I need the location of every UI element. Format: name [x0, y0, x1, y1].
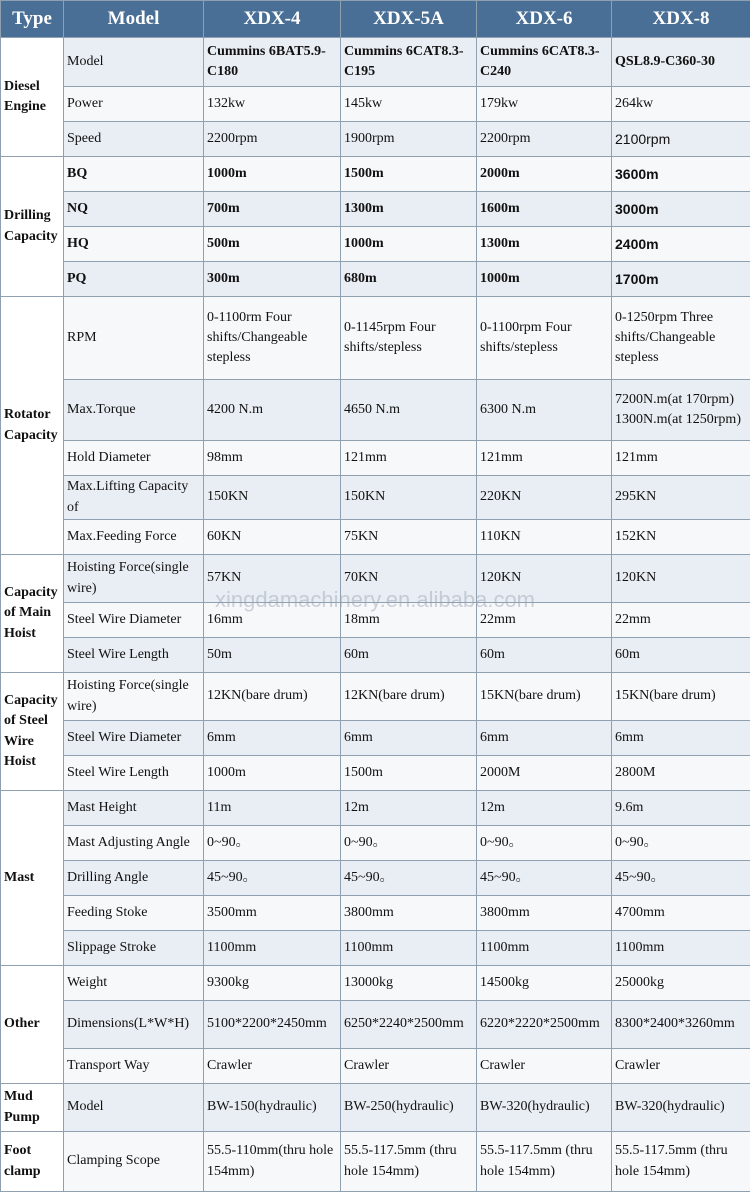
value-cell: 98mm — [204, 441, 341, 476]
table-row — [1, 1084, 750, 1132]
value-cell: 2400m — [612, 227, 750, 262]
value-cell: 132kw — [204, 87, 341, 122]
value-cell: 12m — [341, 791, 477, 826]
value-cell: 264kw — [612, 87, 750, 122]
value-cell: 1100mm — [204, 931, 341, 966]
value-cell: 2200rpm — [204, 122, 341, 157]
value-cell: Cummins 6CAT8.3-C195 — [341, 38, 477, 87]
param-label: Weight — [64, 966, 204, 1001]
value-cell: 6250*2240*2500mm — [341, 1001, 477, 1049]
param-label: Transport Way — [64, 1049, 204, 1084]
table-row — [1, 38, 750, 87]
value-cell: 3500mm — [204, 896, 341, 931]
value-cell: 120KN — [612, 555, 750, 603]
value-cell: 60m — [612, 638, 750, 673]
value-cell: 179kw — [477, 87, 612, 122]
value-cell: 0~90。 — [341, 826, 477, 861]
value-cell: 22mm — [477, 603, 612, 638]
value-cell: 1300m — [341, 192, 477, 227]
table-row — [1, 380, 750, 441]
header-xdx-6: XDX-6 — [477, 1, 612, 38]
value-cell: 22mm — [612, 603, 750, 638]
value-cell: 3000m — [612, 192, 750, 227]
param-label: Power — [64, 87, 204, 122]
value-cell: 13000kg — [341, 966, 477, 1001]
header-xdx-4: XDX-4 — [204, 1, 341, 38]
value-cell: 2800M — [612, 756, 750, 791]
group-diesel-engine: Diesel Engine — [1, 38, 64, 157]
value-cell: 150KN — [204, 476, 341, 520]
table-row — [1, 476, 750, 520]
value-cell: 1500m — [341, 756, 477, 791]
value-cell: 1000m — [341, 227, 477, 262]
value-cell: 0~90。 — [477, 826, 612, 861]
param-label: BQ — [64, 157, 204, 192]
value-cell: 0~90。 — [204, 826, 341, 861]
param-label: Dimensions(L*W*H) — [64, 1001, 204, 1049]
value-cell: BW-320(hydraulic) — [477, 1084, 612, 1132]
value-cell: 1700m — [612, 262, 750, 297]
value-cell: 295KN — [612, 476, 750, 520]
value-cell: 1100mm — [477, 931, 612, 966]
param-label: NQ — [64, 192, 204, 227]
value-cell: 15KN(bare drum) — [477, 673, 612, 721]
value-cell: 5100*2200*2450mm — [204, 1001, 341, 1049]
value-cell: 25000kg — [612, 966, 750, 1001]
table-row — [1, 122, 750, 157]
param-label: HQ — [64, 227, 204, 262]
value-cell: 220KN — [477, 476, 612, 520]
value-cell: 680m — [341, 262, 477, 297]
param-label: RPM — [64, 297, 204, 380]
value-cell: 700m — [204, 192, 341, 227]
value-cell: 45~90。 — [477, 861, 612, 896]
value-cell: 9300kg — [204, 966, 341, 1001]
param-label: Drilling Angle — [64, 861, 204, 896]
value-cell: 45~90。 — [612, 861, 750, 896]
value-cell: 152KN — [612, 520, 750, 555]
value-cell: 0-1100rm Four shifts/Changeable stepless — [204, 297, 341, 380]
value-cell: 6mm — [204, 721, 341, 756]
param-label: Steel Wire Diameter — [64, 721, 204, 756]
value-cell: Cummins 6BAT5.9-C180 — [204, 38, 341, 87]
value-cell: 55.5-110mm(thru hole 154mm) — [204, 1132, 341, 1192]
value-cell: 1100mm — [612, 931, 750, 966]
value-cell: 45~90。 — [204, 861, 341, 896]
value-cell: Crawler — [612, 1049, 750, 1084]
value-cell: 1600m — [477, 192, 612, 227]
value-cell: 12KN(bare drum) — [341, 673, 477, 721]
group-other: Other — [1, 966, 64, 1084]
value-cell: 1300m — [477, 227, 612, 262]
value-cell: Crawler — [204, 1049, 341, 1084]
value-cell: 18mm — [341, 603, 477, 638]
table-row — [1, 1001, 750, 1049]
value-cell: 1100mm — [341, 931, 477, 966]
param-label: Max.Torque — [64, 380, 204, 441]
value-cell: 55.5-117.5mm (thru hole 154mm) — [341, 1132, 477, 1192]
value-cell: 12KN(bare drum) — [204, 673, 341, 721]
value-cell: 45~90。 — [341, 861, 477, 896]
table-row — [1, 826, 750, 861]
group-main-hoist: Capacity of Main Hoist — [1, 555, 64, 673]
value-cell: 300m — [204, 262, 341, 297]
value-cell: 2000M — [477, 756, 612, 791]
group-steel-wire-hoist: Capacity of Steel Wire Hoist — [1, 673, 64, 791]
value-cell: 4650 N.m — [341, 380, 477, 441]
value-cell: 3800mm — [341, 896, 477, 931]
value-cell: 50m — [204, 638, 341, 673]
value-cell: 15KN(bare drum) — [612, 673, 750, 721]
value-cell: BW-250(hydraulic) — [341, 1084, 477, 1132]
value-cell: 1000m — [204, 157, 341, 192]
table-row — [1, 638, 750, 673]
table-row — [1, 227, 750, 262]
value-cell: Cummins 6CAT8.3-C240 — [477, 38, 612, 87]
value-cell: 55.5-117.5mm (thru hole 154mm) — [612, 1132, 750, 1192]
value-cell: 11m — [204, 791, 341, 826]
value-cell: 60KN — [204, 520, 341, 555]
table-row — [1, 1132, 750, 1192]
header-type: Type — [1, 1, 64, 38]
param-label: Model — [64, 1084, 204, 1132]
value-cell: 0-1145rpm Four shifts/stepless — [341, 297, 477, 380]
value-cell: 1900rpm — [341, 122, 477, 157]
value-cell: 6mm — [612, 721, 750, 756]
table-row — [1, 791, 750, 826]
param-label: Max.Lifting Capacity of — [64, 476, 204, 520]
value-cell: 4200 N.m — [204, 380, 341, 441]
value-cell: Crawler — [477, 1049, 612, 1084]
value-cell: 60m — [477, 638, 612, 673]
value-cell: 121mm — [341, 441, 477, 476]
param-label: Mast Height — [64, 791, 204, 826]
value-cell: 500m — [204, 227, 341, 262]
table-row — [1, 756, 750, 791]
value-cell: 6220*2220*2500mm — [477, 1001, 612, 1049]
value-cell: 3800mm — [477, 896, 612, 931]
table-row — [1, 520, 750, 555]
param-label: Steel Wire Diameter — [64, 603, 204, 638]
param-label: Model — [64, 38, 204, 87]
value-cell: Crawler — [341, 1049, 477, 1084]
value-cell: 0~90。 — [612, 826, 750, 861]
param-label: Steel Wire Length — [64, 756, 204, 791]
value-cell: 70KN — [341, 555, 477, 603]
group-rotator-capacity: Rotator Capacity — [1, 297, 64, 555]
group-mud-pump: Mud Pump — [1, 1084, 64, 1132]
value-cell: 1000m — [204, 756, 341, 791]
value-cell: 2200rpm — [477, 122, 612, 157]
value-cell: 60m — [341, 638, 477, 673]
param-label: Hold Diameter — [64, 441, 204, 476]
table-row — [1, 966, 750, 1001]
table-row — [1, 603, 750, 638]
value-cell: 75KN — [341, 520, 477, 555]
value-cell: 0-1100rpm Four shifts/stepless — [477, 297, 612, 380]
table-row — [1, 297, 750, 380]
header-xdx-5a: XDX-5A — [341, 1, 477, 38]
header-row — [1, 1, 750, 38]
value-cell: 7200N.m(at 170rpm) 1300N.m(at 1250rpm) — [612, 380, 750, 441]
table-row — [1, 931, 750, 966]
value-cell: QSL8.9-C360-30 — [612, 38, 750, 87]
value-cell: 110KN — [477, 520, 612, 555]
header-xdx-8: XDX-8 — [612, 1, 750, 38]
param-label: Hoisting Force(single wire) — [64, 673, 204, 721]
value-cell: 14500kg — [477, 966, 612, 1001]
table-row — [1, 87, 750, 122]
table-row — [1, 157, 750, 192]
value-cell: 16mm — [204, 603, 341, 638]
group-foot-clamp: Foot clamp — [1, 1132, 64, 1192]
value-cell: 4700mm — [612, 896, 750, 931]
param-label: Clamping Scope — [64, 1132, 204, 1192]
value-cell: 6mm — [341, 721, 477, 756]
table-row — [1, 555, 750, 603]
value-cell: 120KN — [477, 555, 612, 603]
value-cell: 3600m — [612, 157, 750, 192]
value-cell: 150KN — [341, 476, 477, 520]
table-row — [1, 721, 750, 756]
value-cell: BW-150(hydraulic) — [204, 1084, 341, 1132]
group-mast: Mast — [1, 791, 64, 966]
value-cell: 0-1250rpm Three shifts/Changeable stepless — [612, 297, 750, 380]
value-cell: 1500m — [341, 157, 477, 192]
value-cell: 6mm — [477, 721, 612, 756]
param-label: Max.Feeding Force — [64, 520, 204, 555]
group-drilling-capacity: Drilling Capacity — [1, 157, 64, 297]
value-cell: 2100rpm — [612, 122, 750, 157]
value-cell: 12m — [477, 791, 612, 826]
table-row — [1, 673, 750, 721]
header-model: Model — [64, 1, 204, 38]
value-cell: 121mm — [477, 441, 612, 476]
value-cell: BW-320(hydraulic) — [612, 1084, 750, 1132]
param-label: Mast Adjusting Angle — [64, 826, 204, 861]
param-label: Slippage Stroke — [64, 931, 204, 966]
table-row — [1, 861, 750, 896]
value-cell: 6300 N.m — [477, 380, 612, 441]
value-cell: 55.5-117.5mm (thru hole 154mm) — [477, 1132, 612, 1192]
table-row — [1, 262, 750, 297]
param-label: Steel Wire Length — [64, 638, 204, 673]
value-cell: 9.6m — [612, 791, 750, 826]
watermark: xingdamachinery.en.alibaba.com — [215, 587, 535, 612]
value-cell: 8300*2400*3260mm — [612, 1001, 750, 1049]
value-cell: 145kw — [341, 87, 477, 122]
table-row — [1, 1049, 750, 1084]
param-label: PQ — [64, 262, 204, 297]
table-row — [1, 896, 750, 931]
value-cell: 1000m — [477, 262, 612, 297]
value-cell: 2000m — [477, 157, 612, 192]
table-row — [1, 192, 750, 227]
value-cell: 57KN — [204, 555, 341, 603]
table-row — [1, 441, 750, 476]
value-cell: 121mm — [612, 441, 750, 476]
param-label: Feeding Stoke — [64, 896, 204, 931]
param-label: Hoisting Force(single wire) — [64, 555, 204, 603]
param-label: Speed — [64, 122, 204, 157]
